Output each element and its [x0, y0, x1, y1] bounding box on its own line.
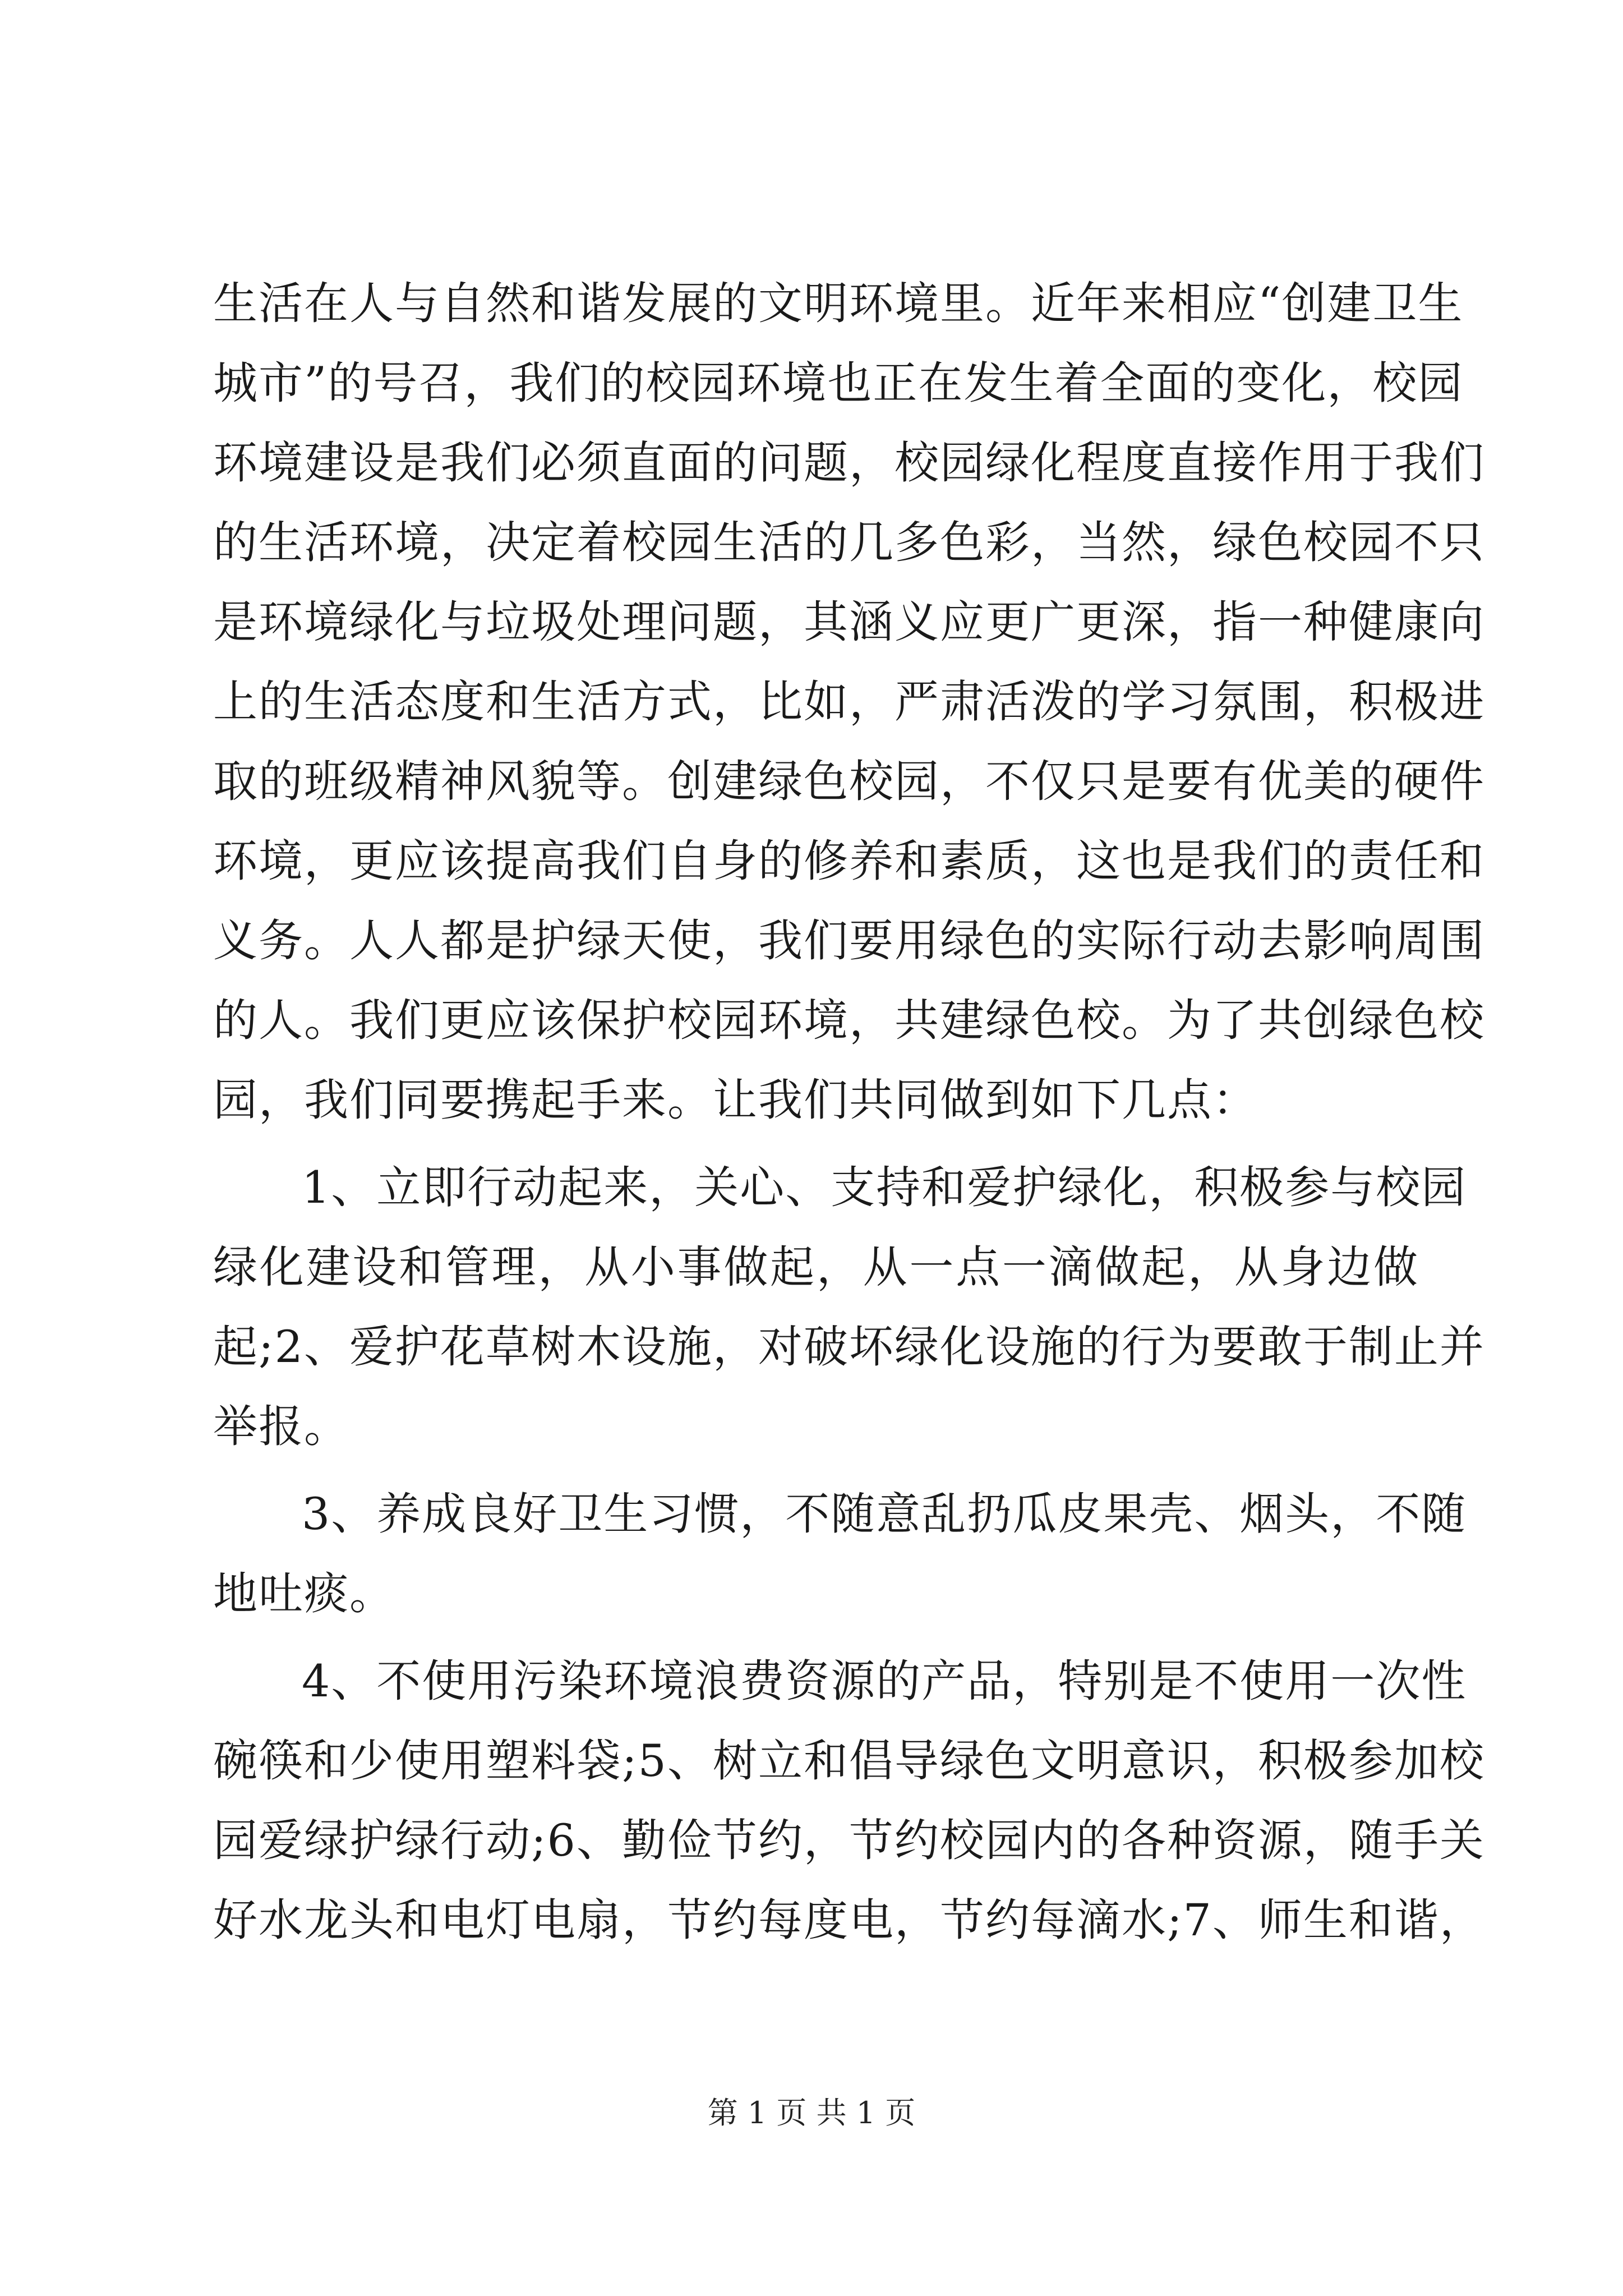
text-line: 举报。: [213, 1401, 349, 1452]
text-line: 城市”的号召，我们的校园环境也正在发生着全面的变化，校园: [213, 357, 1464, 409]
text-line: 绿化建设和管理，从小事做起，从一点一滴做起，从身边做: [213, 1241, 1419, 1293]
text-line: 生活在人与自然和谐发展的文明环境里。近年来相应“创建卫生: [213, 278, 1464, 329]
text-line: 好水龙头和电灯电扇，节约每度电，节约每滴水;7、师生和谐，: [213, 1894, 1485, 1946]
text-line: 上的生活态度和生活方式，比如，严肃活泼的学习氛围，积极进: [213, 676, 1485, 728]
list-item-line: 1、立即行动起来，关心、支持和爱护绿化，积极参与校园: [302, 1162, 1467, 1213]
text-line: 是环境绿化与垃圾处理问题，其涵义应更广更深，指一种健康向: [213, 596, 1485, 648]
page-number-footer: 第 1 页 共 1 页: [707, 2095, 916, 2131]
text-line: 义务。人人都是护绿天使，我们要用绿色的实际行动去影响周围: [213, 915, 1485, 967]
text-line: 取的班级精神风貌等。创建绿色校园，不仅只是要有优美的硬件: [213, 756, 1485, 807]
text-line: 起;2、爱护花草树木设施，对破坏绿化设施的行为要敢于制止并: [213, 1321, 1485, 1373]
text-line: 环境，更应该提高我们自身的修养和素质，这也是我们的责任和: [213, 835, 1485, 887]
document-body: [213, 264, 1485, 1960]
text-line: 园爱绿护绿行动;6、勤俭节约，节约校园内的各种资源，随手关: [213, 1815, 1485, 1866]
text-line: 园，我们同要携起手来。让我们共同做到如下几点：: [213, 1074, 1258, 1126]
list-item-line: 4、不使用污染环境浪费资源的产品，特别是不使用一次性: [302, 1655, 1467, 1707]
text-line: 地吐痰。: [213, 1568, 395, 1619]
text-line: 的人。我们更应该保护校园环境，共建绿色校。为了共创绿色校: [213, 995, 1485, 1046]
text-line: 碗筷和少使用塑料袋;5、树立和倡导绿色文明意识，积极参加校: [213, 1735, 1485, 1787]
text-line: 的生活环境，决定着校园生活的几多色彩，当然，绿色校园不只: [213, 517, 1485, 568]
text-line: 环境建设是我们必须直面的问题，校园绿化程度直接作用于我们: [213, 437, 1485, 489]
list-item-line: 3、养成良好卫生习惯，不随意乱扔瓜皮果壳、烟头，不随: [302, 1488, 1467, 1540]
